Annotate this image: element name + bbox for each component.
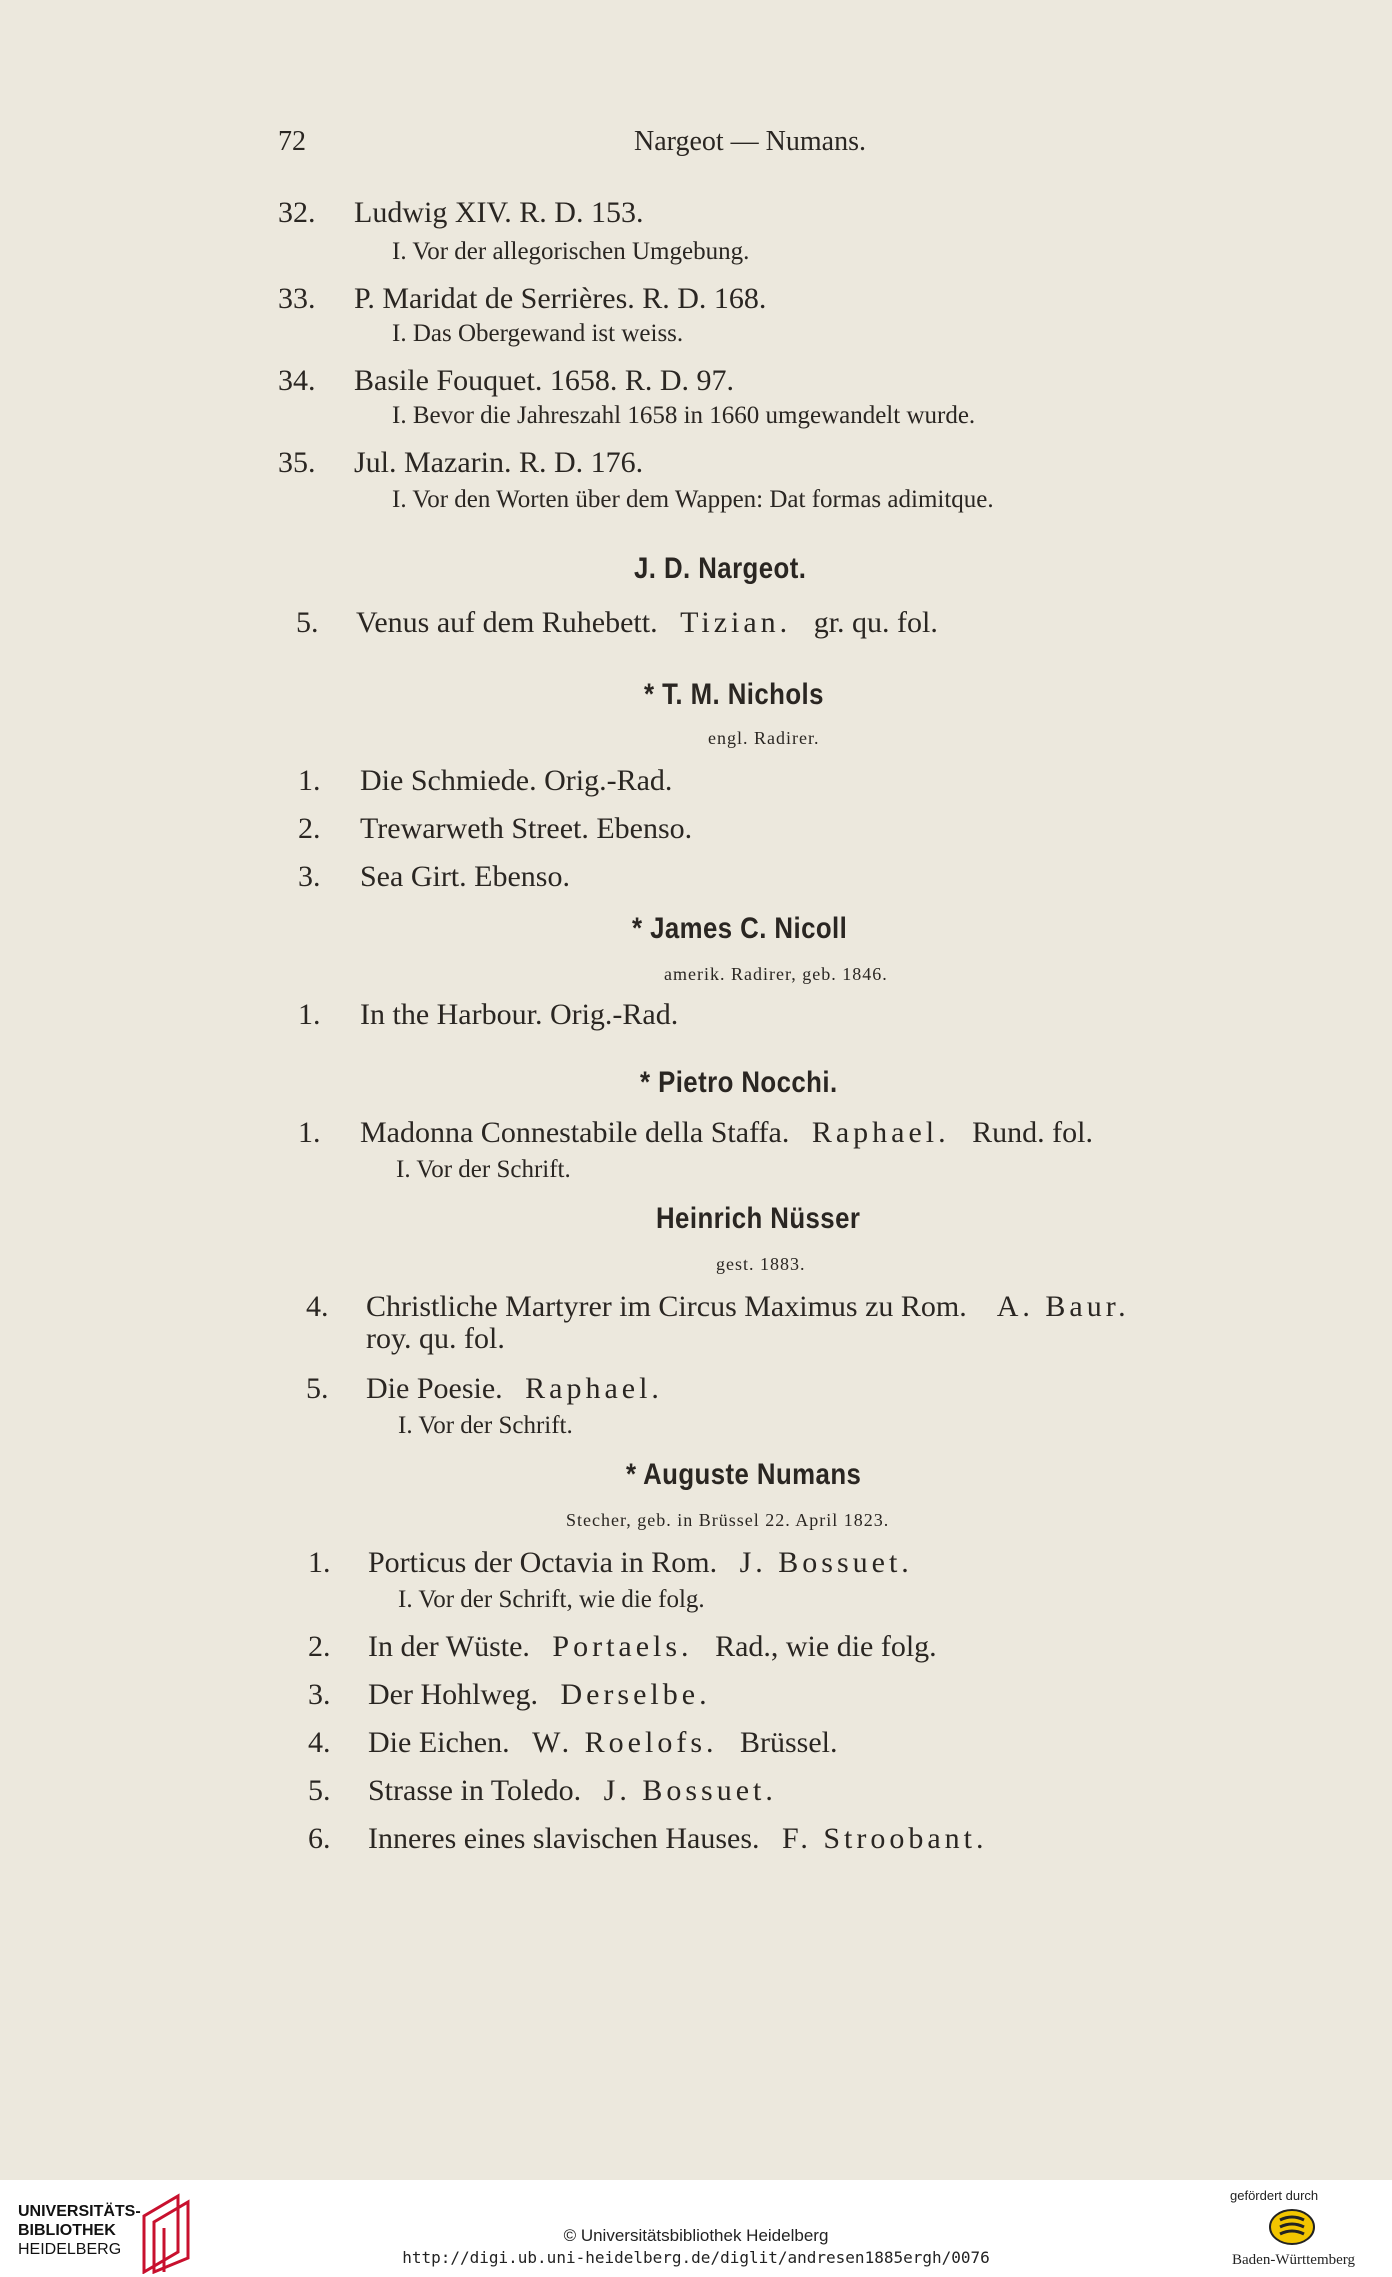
- entry-number: 2.: [308, 1630, 331, 1663]
- footer-bar: [0, 2180, 1392, 2277]
- entry-format: gr. qu. fol.: [813, 606, 938, 639]
- permalink-text[interactable]: http://digi.ub.uni-heidelberg.de/diglit/andresen1885ergh/0076: [402, 2248, 990, 2267]
- entry-title: [366, 1372, 663, 1406]
- funder-name: Baden-Württemberg: [1232, 2252, 1356, 2268]
- entry-number: 1.: [298, 998, 321, 1031]
- artist-heading: * James C. Nicoll: [632, 912, 848, 945]
- funding-label: gefördert durch: [1230, 2188, 1319, 2203]
- entry-number: 2.: [298, 812, 321, 845]
- library-line-3: HEIDELBERG: [18, 2241, 122, 2258]
- entry-artist: Raphael.: [525, 1372, 663, 1405]
- state-note: I. Vor der Schrift.: [396, 1156, 571, 1183]
- entry-title: In the Harbour. Orig.-Rad.: [360, 998, 679, 1031]
- entry-format: Rund. fol.: [972, 1116, 1093, 1149]
- entry-text: Inneres eines slavischen Hauses.: [368, 1822, 760, 1855]
- copyright-notice: © Universitätsbibliothek Heidelberg: [563, 2226, 829, 2245]
- entry-number: 5.: [306, 1372, 329, 1405]
- state-note: I. Vor der Schrift.: [398, 1412, 573, 1439]
- entry-title: [368, 1774, 777, 1808]
- entry-number: 3.: [298, 860, 321, 893]
- entry-artist: J. Bossuet.: [603, 1774, 777, 1807]
- artist-heading: J. D. Nargeot.: [634, 552, 807, 585]
- page-number: 72: [278, 126, 306, 157]
- entry-title: Sea Girt. Ebenso.: [360, 860, 570, 893]
- entry-title: [366, 1290, 1130, 1324]
- artist-subtitle: engl. Radirer.: [708, 728, 820, 748]
- entry-text: Strasse in Toledo.: [368, 1774, 582, 1807]
- entry-number: 5.: [308, 1774, 331, 1807]
- entry-continuation: roy. qu. fol.: [366, 1322, 505, 1355]
- entry-artist: W. Roelofs.: [532, 1726, 718, 1759]
- entry-artist: A. Baur.: [996, 1290, 1130, 1323]
- artist-heading: * Auguste Numans: [626, 1458, 862, 1491]
- entry-number: 33.: [278, 282, 316, 315]
- permalink-url[interactable]: [0, 2248, 1392, 2267]
- entry-number: 34.: [278, 364, 316, 397]
- entry-number: 6.: [308, 1822, 331, 1855]
- entry-title: Jul. Mazarin. R. D. 176.: [354, 446, 644, 479]
- state-note: I. Vor der allegorischen Umgebung.: [392, 238, 750, 265]
- entry-number: 32.: [278, 196, 316, 229]
- entry-artist: J. Bossuet.: [739, 1546, 913, 1579]
- entry-title: [368, 1630, 937, 1664]
- entry-title: [368, 1546, 913, 1580]
- artist-subtitle: gest. 1883.: [716, 1254, 806, 1274]
- entry-title: [368, 1678, 711, 1712]
- entry-title: [368, 1726, 838, 1760]
- entry-artist: Portaels.: [552, 1630, 693, 1663]
- entry-place: Brüssel.: [740, 1726, 838, 1759]
- entry-number: 1.: [298, 1116, 321, 1149]
- entry-number: 1.: [308, 1546, 331, 1579]
- entry-title: [356, 606, 938, 640]
- entry-title: Die Schmiede. Orig.-Rad.: [360, 764, 673, 797]
- entry-text: Der Hohlweg.: [368, 1678, 538, 1711]
- artist-heading: * T. M. Nichols: [644, 678, 824, 711]
- entry-title: P. Maridat de Serrières. R. D. 168.: [354, 282, 767, 315]
- entry-title: Ludwig XIV. R. D. 153.: [354, 196, 644, 229]
- artist-heading: Heinrich Nüsser: [656, 1202, 861, 1235]
- entry-text: Madonna Connestabile della Staffa.: [360, 1116, 790, 1149]
- state-note: I. Das Obergewand ist weiss.: [392, 320, 684, 347]
- state-coat-of-arms-icon: [1268, 2208, 1316, 2246]
- entry-artist: Derselbe.: [560, 1678, 711, 1711]
- entry-format: Rad., wie die folg.: [715, 1630, 937, 1663]
- artist-heading: * Pietro Nocchi.: [640, 1066, 838, 1099]
- artist-subtitle: Stecher, geb. in Brüssel 22. April 1823.: [566, 1510, 890, 1530]
- entry-text: Porticus der Octavia in Rom.: [368, 1546, 718, 1579]
- entry-title: Basile Fouquet. 1658. R. D. 97.: [354, 364, 734, 397]
- library-line-2: BIBLIOTHEK: [18, 2222, 116, 2239]
- entry-text: Christliche Martyrer im Circus Maximus zu Rom.: [366, 1290, 967, 1323]
- artist-subtitle: amerik. Radirer, geb. 1846.: [664, 964, 888, 984]
- entry-title: [360, 1116, 1093, 1150]
- entry-title: [368, 1822, 988, 1856]
- entry-title: Trewarweth Street. Ebenso.: [360, 812, 693, 845]
- entry-artist: Tizian.: [680, 606, 792, 639]
- entry-number: 4.: [308, 1726, 331, 1759]
- running-title: Nargeot — Numans.: [634, 126, 866, 157]
- entry-text: Venus auf dem Ruhebett.: [356, 606, 658, 639]
- entry-artist: Raphael.: [811, 1116, 950, 1149]
- state-note: I. Vor der Schrift, wie die folg.: [398, 1586, 705, 1613]
- entry-number: 3.: [308, 1678, 331, 1711]
- library-line-1: UNIVERSITÄTS-: [18, 2203, 141, 2220]
- entry-number: 1.: [298, 764, 321, 797]
- state-note: I. Vor den Worten über dem Wappen: Dat formas adimitque.: [392, 486, 994, 513]
- entry-number: 4.: [306, 1290, 329, 1323]
- state-note: I. Bevor die Jahreszahl 1658 in 1660 umgewandelt wurde.: [392, 402, 976, 429]
- entry-text: Die Poesie.: [366, 1372, 503, 1405]
- entry-number: 5.: [296, 606, 319, 639]
- entry-artist: F. Stroobant.: [782, 1822, 988, 1855]
- entry-text: In der Wüste.: [368, 1630, 530, 1663]
- entry-text: Die Eichen.: [368, 1726, 510, 1759]
- entry-number: 35.: [278, 446, 316, 479]
